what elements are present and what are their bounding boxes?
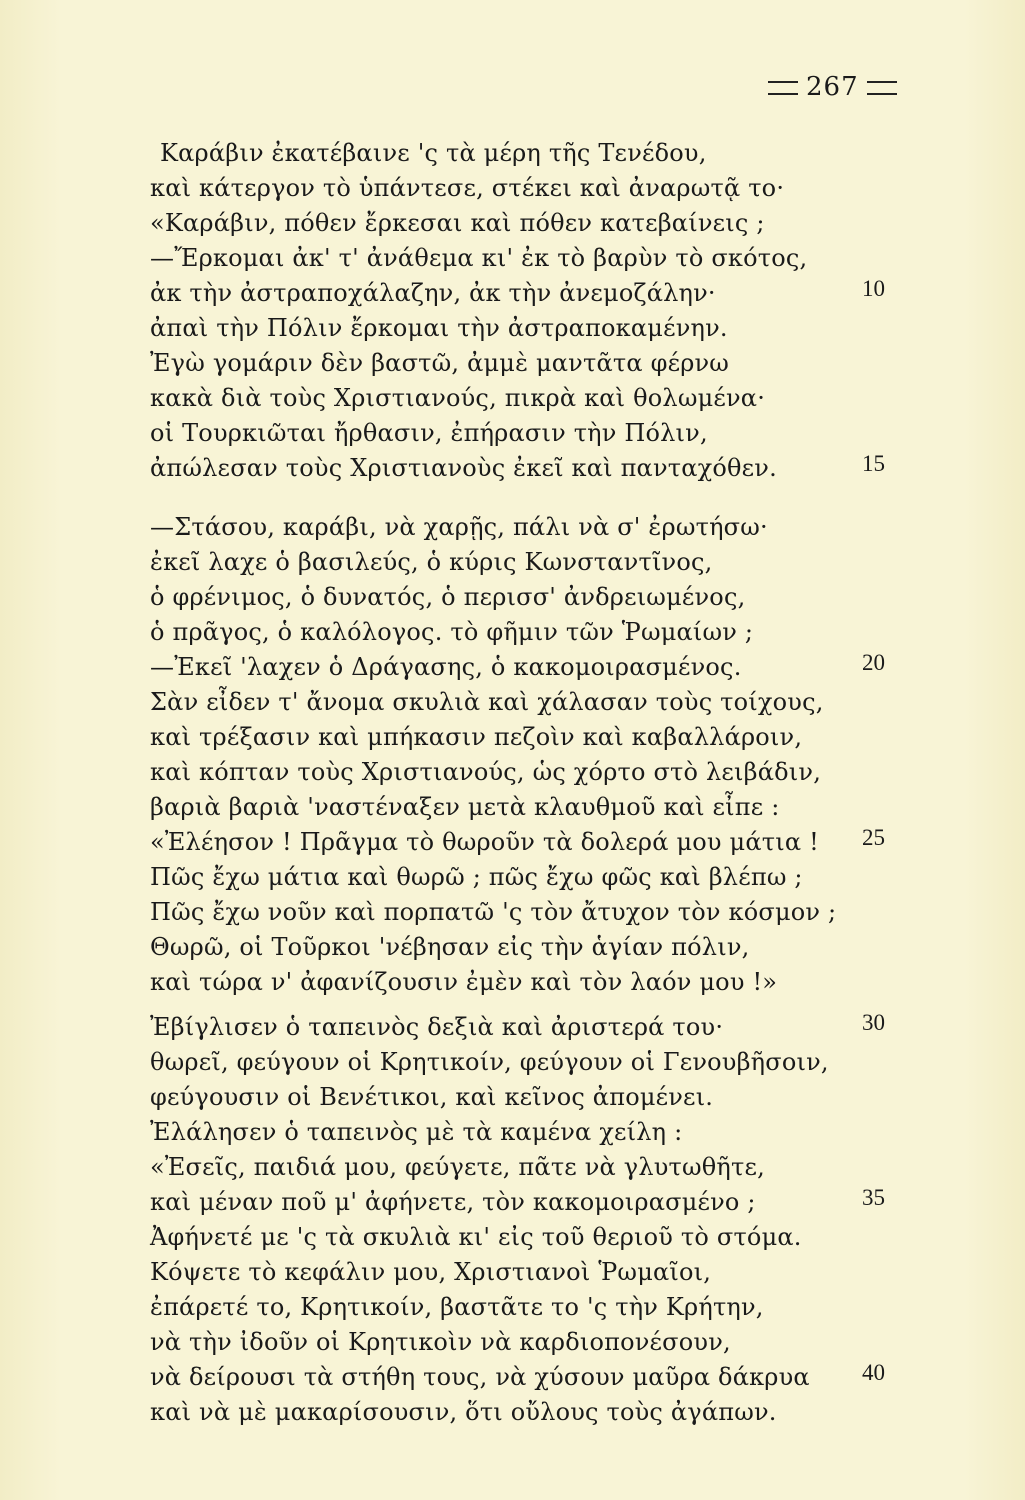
verse-line: νὰ τὴν ἰδοῦν οἱ Κρητικοὶν νὰ καρδιοπονέσουν, [150, 1328, 731, 1356]
verse-line: «Ἐλέησον ! Πρᾶγμα τὸ θωροῦν τὰ δολερά μου μάτια ! [150, 828, 819, 856]
verse-line: —Ἔρκομαι ἀκ' τ' ἀνάθεμα κι' ἐκ τὸ βαρὺν τὸ σκότος, [150, 244, 808, 272]
verse-line: —Στάσου, καράβι, νὰ χαρῇς, πάλι νὰ σ' ἐρωτήσω· [150, 513, 768, 541]
verse-line: καὶ κάτεργον τὸ ὑπάντεσε, στέκει καὶ ἀναρωτᾷ το· [150, 174, 785, 202]
line-number: 30 [862, 1010, 885, 1035]
verse-line: ἐκεῖ λαχε ὁ βασιλεύς, ὁ κύρις Κωνσταντῖνος, [150, 548, 713, 576]
verse-line: ἀπαὶ τὴν Πόλιν ἔρκομαι τὴν ἀστραποκαμένην. [150, 314, 728, 342]
decorative-rule-left [768, 81, 798, 95]
verse-line: Ἐβίγλισεν ὁ ταπεινὸς δεξιὰ καὶ ἀριστερά του· [150, 1013, 724, 1041]
line-number: 25 [862, 825, 885, 850]
verse-line: «Καράβιν, πόθεν ἔρκεσαι καὶ πόθεν κατεβαίνεις ; [150, 209, 765, 237]
line-number: 15 [862, 451, 885, 476]
verse-line: ἐπάρετέ το, Κρητικοίν, βαστᾶτε το 'ς τὴν Κρήτην, [150, 1293, 764, 1321]
line-number: 20 [862, 650, 885, 675]
verse-line: Πῶς ἔχω νοῦν καὶ πορπατῶ 'ς τὸν ἄτυχον τὸν κόσμον ; [150, 898, 837, 926]
verse-line: ὁ φρένιμος, ὁ δυνατός, ὁ περισσ' ἀνδρειωμένος, [150, 583, 746, 611]
verse-line: Καράβιν ἐκατέβαινε 'ς τὰ μέρη τῆς Τενέδου, [160, 139, 707, 167]
verse-line: Κόψετε τὸ κεφάλιν μου, Χριστιανοὶ Ῥωμαῖοι, [150, 1258, 712, 1286]
verse-line: καὶ κόπταν τοὺς Χριστιανούς, ὡς χόρτο στὸ λειβάδιν, [150, 758, 822, 786]
verse-line: καὶ τρέξασιν καὶ μπήκασιν πεζοὶν καὶ καβαλλάροιν, [150, 723, 803, 751]
verse-line: Πῶς ἔχω μάτια καὶ θωρῶ ; πῶς ἔχω φῶς καὶ βλέπω ; [150, 863, 803, 891]
line-number: 35 [862, 1185, 885, 1210]
verse-line: Ἀφήνετέ με 'ς τὰ σκυλιὰ κι' εἰς τοῦ θεριοῦ τὸ στόμα. [150, 1223, 802, 1251]
verse-line: καὶ μέναν ποῦ μ' ἀφήνετε, τὸν κακομοιρασμένο ; [150, 1188, 756, 1216]
verse-line: οἱ Τουρκιῶται ἤρθασιν, ἐπήρασιν τὴν Πόλιν, [150, 419, 708, 447]
verse-line: καὶ νὰ μὲ μακαρίσουσιν, ὅτι οὔλους τοὺς ἀγάπων. [150, 1398, 777, 1426]
verse-line: ἀπώλεσαν τοὺς Χριστιανοὺς ἐκεῖ καὶ πανταχόθεν. [150, 454, 777, 482]
verse-line: φεύγουσιν οἱ Βενέτικοι, καὶ κεῖνος ἀπομένει. [150, 1083, 714, 1111]
page-number-text: 267 [806, 72, 859, 102]
verse-line: κακὰ διὰ τοὺς Χριστιανούς, πικρὰ καὶ θολωμένα· [150, 384, 766, 412]
verse-line: καὶ τώρα ν' ἀφανίζουσιν ἐμὲν καὶ τὸν λαόν μου !» [150, 968, 778, 996]
verse-line: θωρεῖ, φεύγουν οἱ Κρητικοίν, φεύγουν οἱ Γενουβῆσοιν, [150, 1048, 829, 1076]
page-number [760, 72, 905, 102]
line-number: 40 [862, 1360, 885, 1385]
line-number: 10 [862, 276, 885, 301]
verse-line: Θωρῶ, οἱ Τοῦρκοι 'νέβησαν εἰς τὴν ἁγίαν πόλιν, [150, 933, 750, 961]
verse-line: ὁ πρᾶγος, ὁ καλόλογος. τὸ φῆμιν τῶν Ῥωμαίων ; [150, 618, 754, 646]
verse-line: ἀκ τὴν ἀστραποχάλαζην, ἀκ τὴν ἀνεμοζάλην· [150, 279, 716, 307]
verse-line: Ἐγὼ γομάριν δὲν βαστῶ, ἀμμὲ μαντᾶτα φέρνω [150, 349, 730, 377]
decorative-rule-right [867, 81, 897, 95]
verse-line: νὰ δείρουσι τὰ στήθη τους, νὰ χύσουν μαῦρα δάκρυα [150, 1363, 810, 1391]
verse-line: βαριὰ βαριὰ 'ναστέναξεν μετὰ κλαυθμοῦ καὶ εἶπε : [150, 793, 780, 821]
verse-line: —Ἐκεῖ 'λαχεν ὁ Δράγασης, ὁ κακομοιρασμένος. [150, 653, 742, 681]
verse-line: Σὰν εἶδεν τ' ἄνομα σκυλιὰ καὶ χάλασαν τοὺς τοίχους, [150, 688, 824, 716]
verse-line: «Ἐσεῖς, παιδιά μου, φεύγετε, πᾶτε νὰ γλυτωθῆτε, [150, 1153, 765, 1181]
verse-line: Ἐλάλησεν ὁ ταπεινὸς μὲ τὰ καμένα χείλη : [150, 1118, 683, 1146]
